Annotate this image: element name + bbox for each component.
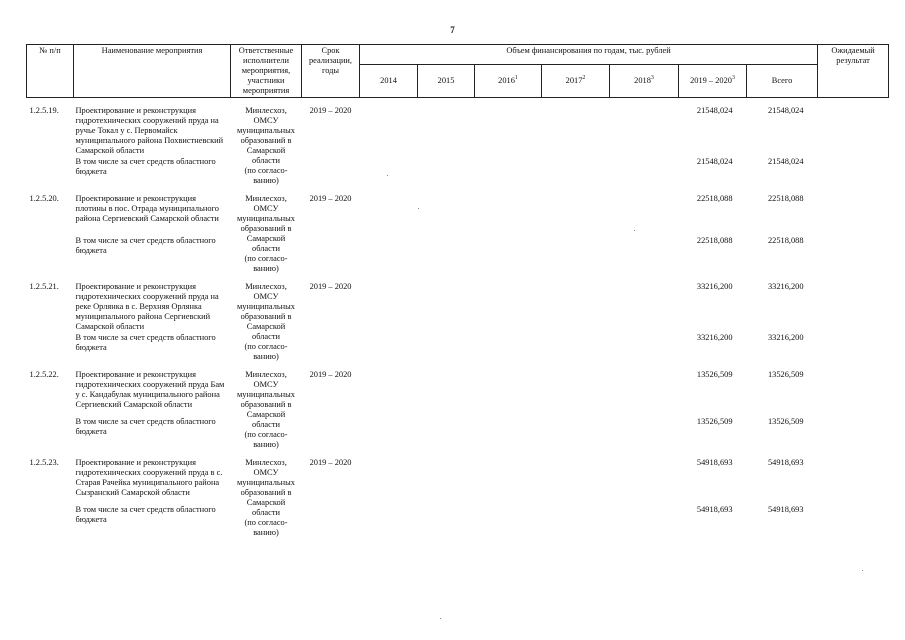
row-amount-total: 21548,024 <box>767 106 804 115</box>
subrow-result <box>818 505 889 538</box>
subrow-label: В том числе за счет средств областного бюджета <box>75 332 216 352</box>
table-body <box>27 98 889 539</box>
subrow-year-empty <box>475 236 542 274</box>
subrow-label: В том числе за счет средств областного бюджета <box>75 235 216 255</box>
row-year-empty <box>360 450 418 505</box>
row-year-empty <box>475 274 542 333</box>
subrow-year-empty <box>610 505 679 538</box>
subrow-number <box>27 417 74 450</box>
subrow-term <box>302 236 360 274</box>
row-year-empty <box>542 274 610 333</box>
header-year-2018: 2018$^3$ <box>610 64 679 97</box>
subrow-year-empty <box>610 157 679 186</box>
row-name: Проектирование и реконструкция гидротехнических сооружений пруда на реке Орлянка в с. Верхняя Орлянка муниципального района Сергиевский Самарской области <box>75 282 219 331</box>
row-year-empty <box>418 450 475 505</box>
row-year-empty <box>542 186 610 236</box>
row-year-empty <box>610 362 679 417</box>
row-year-empty <box>475 450 542 505</box>
subrow-year-empty <box>475 333 542 362</box>
subrow-label: В том числе за счет средств областного бюджета <box>75 156 216 176</box>
row-executor <box>231 186 302 274</box>
row-number: 1.2.5.23. <box>29 458 59 467</box>
row-amount-2019-2020: 13526,509 <box>696 370 733 379</box>
row-amount-total: 33216,200 <box>767 282 804 291</box>
header-executor: Ответственные исполнители мероприятия, участники мероприятия <box>231 45 302 98</box>
subrow-number <box>27 157 74 186</box>
row-amount-2019-2020: 54918,693 <box>696 458 733 467</box>
subrow-year-empty <box>418 417 475 450</box>
row-term: 2019 – 2020 <box>309 370 352 379</box>
row-year-empty <box>610 98 679 157</box>
row-executor <box>231 274 302 362</box>
scan-speck <box>387 175 388 176</box>
table-row <box>27 450 889 505</box>
row-number: 1.2.5.21. <box>29 282 59 291</box>
row-year-empty <box>542 450 610 505</box>
subrow-number <box>27 333 74 362</box>
executor-note: (по согласо-ванию) <box>244 254 288 273</box>
row-year-empty <box>418 186 475 236</box>
header-term: Срок реализации, годы <box>302 45 360 98</box>
header-year-2015: 2015 <box>418 64 475 97</box>
executor-text: Минлесхоз, ОМСУ муниципальных образований в Самарской области <box>237 282 295 341</box>
subrow-year-empty <box>475 417 542 450</box>
row-amount-total: 22518,088 <box>767 194 804 203</box>
row-year-empty <box>610 450 679 505</box>
header-year-2016: 2016$^1$ <box>475 64 542 97</box>
subrow-year-empty <box>475 157 542 186</box>
subrow-year-empty <box>542 236 610 274</box>
row-executor <box>231 450 302 538</box>
subrow-year-empty <box>542 505 610 538</box>
subrow-amount-total: 54918,693 <box>767 504 804 514</box>
subrow-number <box>27 505 74 538</box>
subrow-result <box>818 236 889 274</box>
scan-speck <box>862 570 863 571</box>
subrow-label: В том числе за счет средств областного бюджета <box>75 416 216 436</box>
row-name: Проектирование и реконструкция гидротехнических сооружений пруда Бам у с. Кандабулак муниципального района Сергиевский Самарской области <box>75 370 225 409</box>
row-executor <box>231 362 302 450</box>
table-row <box>27 186 889 236</box>
row-year-empty <box>418 274 475 333</box>
row-year-empty <box>360 362 418 417</box>
table-subrow <box>27 333 889 362</box>
row-result <box>818 450 889 505</box>
subrow-year-empty <box>360 417 418 450</box>
subrow-year-empty <box>418 505 475 538</box>
subrow-term <box>302 157 360 186</box>
header-name: Наименование мероприятия <box>74 45 231 98</box>
subrow-amount-total: 22518,088 <box>767 235 804 245</box>
scan-speck <box>634 230 635 231</box>
row-name: Проектирование и реконструкция гидротехнических сооружений пруда в с. Старая Рачейка муниципального района Сызранский Самарской области <box>75 458 223 497</box>
subrow-number <box>27 236 74 274</box>
row-year-empty <box>360 186 418 236</box>
table-row <box>27 98 889 157</box>
row-name: Проектирование и реконструкция гидротехнических сооружений пруда на ручье Токал у с. Первомайск муниципального района Похвистневский Самарской области <box>75 106 224 155</box>
executor-text: Минлесхоз, ОМСУ муниципальных образований в Самарской области <box>237 106 295 165</box>
row-year-empty <box>360 274 418 333</box>
row-year-empty <box>542 98 610 157</box>
row-year-empty <box>475 98 542 157</box>
row-result <box>818 186 889 236</box>
row-term: 2019 – 2020 <box>309 458 352 467</box>
row-term: 2019 – 2020 <box>309 194 352 203</box>
subrow-amount-2019-2020: 22518,088 <box>696 235 733 245</box>
subrow-year-empty <box>418 333 475 362</box>
row-number: 1.2.5.19. <box>29 106 59 115</box>
row-result <box>818 274 889 333</box>
subrow-amount-2019-2020: 21548,024 <box>696 156 733 166</box>
row-year-empty <box>475 362 542 417</box>
row-amount-total: 54918,693 <box>767 458 804 467</box>
row-year-empty <box>542 362 610 417</box>
row-year-empty <box>418 362 475 417</box>
subrow-year-empty <box>542 417 610 450</box>
row-amount-2019-2020: 22518,088 <box>696 194 733 203</box>
row-result <box>818 98 889 157</box>
row-executor <box>231 98 302 187</box>
subrow-year-empty <box>542 333 610 362</box>
row-year-empty <box>475 186 542 236</box>
subrow-amount-2019-2020: 54918,693 <box>696 504 733 514</box>
row-number: 1.2.5.22. <box>29 370 59 379</box>
subrow-term <box>302 417 360 450</box>
row-year-empty <box>610 186 679 236</box>
subrow-year-empty <box>360 333 418 362</box>
header-funding: Объем финансирования по годам, тыс. рублей <box>360 45 818 65</box>
table-subrow <box>27 505 889 538</box>
funding-table <box>26 44 889 538</box>
subrow-year-empty <box>542 157 610 186</box>
subrow-year-empty <box>610 236 679 274</box>
row-year-empty <box>610 274 679 333</box>
row-amount-total: 13526,509 <box>767 370 804 379</box>
row-name: Проектирование и реконструкция плотины в пос. Отрада муниципального района Сергиевский Самарской области <box>75 194 219 223</box>
executor-note: (по согласо-ванию) <box>244 166 288 185</box>
executor-note: (по согласо-ванию) <box>244 518 288 537</box>
executor-note: (по согласо-ванию) <box>244 342 288 361</box>
subrow-amount-total: 13526,509 <box>767 416 804 426</box>
subrow-year-empty <box>360 236 418 274</box>
subrow-year-empty <box>418 157 475 186</box>
page-number: 7 <box>450 25 455 35</box>
executor-text: Минлесхоз, ОМСУ муниципальных образований в Самарской области <box>237 194 295 253</box>
row-term: 2019 – 2020 <box>309 282 352 291</box>
subrow-amount-total: 21548,024 <box>767 156 804 166</box>
header-year-2019-2020: 2019 – 2020$^3$ <box>679 64 747 97</box>
subrow-year-empty <box>475 505 542 538</box>
header-total: Всего <box>747 64 818 97</box>
row-amount-2019-2020: 21548,024 <box>696 106 733 115</box>
row-term: 2019 – 2020 <box>309 106 352 115</box>
header-year-2017: 2017$^2$ <box>542 64 610 97</box>
subrow-amount-2019-2020: 13526,509 <box>696 416 733 426</box>
subrow-year-empty <box>360 505 418 538</box>
subrow-label: В том числе за счет средств областного бюджета <box>75 504 216 524</box>
table-row <box>27 362 889 417</box>
row-result <box>818 362 889 417</box>
table-row <box>27 274 889 333</box>
row-year-empty <box>360 98 418 157</box>
header-row <box>27 45 889 65</box>
row-year-empty <box>418 98 475 157</box>
subrow-amount-total: 33216,200 <box>767 332 804 342</box>
executor-note: (по согласо-ванию) <box>244 430 288 449</box>
executor-text: Минлесхоз, ОМСУ муниципальных образований в Самарской области <box>237 370 295 429</box>
executor-text: Минлесхоз, ОМСУ муниципальных образований в Самарской области <box>237 458 295 517</box>
subrow-year-empty <box>418 236 475 274</box>
subrow-term <box>302 505 360 538</box>
scan-speck <box>440 618 441 619</box>
subrow-result <box>818 417 889 450</box>
subrow-amount-2019-2020: 33216,200 <box>696 332 733 342</box>
subrow-term <box>302 333 360 362</box>
header-num: № п/п <box>27 45 74 98</box>
subrow-year-empty <box>610 417 679 450</box>
subrow-year-empty <box>610 333 679 362</box>
row-amount-2019-2020: 33216,200 <box>696 282 733 291</box>
table-subrow <box>27 157 889 186</box>
subrow-year-empty <box>360 157 418 186</box>
scan-speck <box>418 208 419 209</box>
header-result: Ожидаемый результат <box>818 45 889 98</box>
table-subrow <box>27 417 889 450</box>
subrow-result <box>818 333 889 362</box>
table-subrow <box>27 236 889 274</box>
subrow-result <box>818 157 889 186</box>
row-number: 1.2.5.20. <box>29 194 59 203</box>
header-year-2014: 2014 <box>360 64 418 97</box>
